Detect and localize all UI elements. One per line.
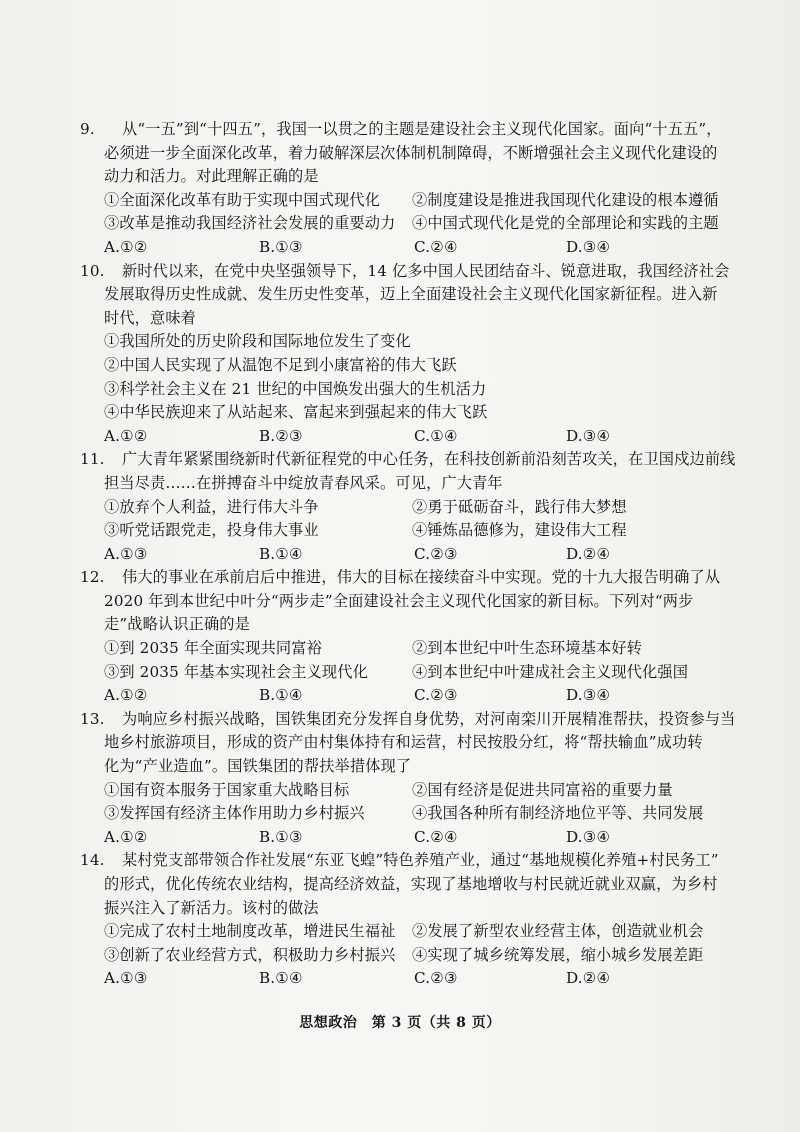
answer-choice-d: D.③④ — [566, 827, 611, 846]
statement-option: ③科学社会主义在 21 世纪的中国焕发出强大的生机活力 — [104, 379, 487, 398]
option-row — [104, 189, 744, 213]
answer-choice-d: D.②④ — [566, 544, 611, 563]
statement-option: ③到 2035 年基本实现社会主义现代化 — [104, 662, 368, 681]
question-stem-line: 振兴注入了新活力。该村的做法 — [104, 898, 319, 917]
option-row — [104, 496, 744, 520]
question-stem-line: 伟大的事业在承前启后中推进，伟大的目标在接续奋斗中实现。党的十九大报告明确了从 — [122, 568, 721, 587]
answer-choice-a: A.①③ — [104, 544, 148, 563]
choice-row — [104, 425, 744, 449]
answer-choice-b: B.①③ — [259, 237, 303, 256]
question-stem-line: 化为“产业造血”。国铁集团的帮扶举措体现了 — [104, 757, 412, 776]
question-10 — [80, 260, 744, 449]
answer-choice-b: B.①④ — [259, 969, 303, 988]
choice-row — [104, 543, 744, 567]
answer-choice-d: D.③④ — [566, 426, 611, 445]
answer-choice-d: D.③④ — [566, 686, 611, 705]
statement-option: ②到本世纪中叶生态环境基本好转 — [412, 639, 643, 658]
question-stem-line: 动力和活力。对此理解正确的是 — [104, 167, 319, 186]
answer-choice-c: C.①④ — [414, 426, 458, 445]
question-list — [80, 118, 744, 991]
answer-choice-a: A.①② — [104, 827, 148, 846]
answer-choice-b: B.①④ — [259, 686, 303, 705]
statement-option: ①到 2035 年全面实现共同富裕 — [104, 639, 322, 658]
statement-option: ①完成了农村土地制度改革，增进民生福祉 — [104, 922, 396, 941]
question-14 — [80, 849, 744, 991]
question-stem-line: 从“一五”到“十四五”，我国一以贯之的主题是建设社会主义现代化国家。面向“十五五”， — [122, 120, 722, 138]
question-stem-line: 发展取得历史性成就、发生历史性变革，迈上全面建设社会主义现代化国家新征程。进入新 — [104, 285, 718, 304]
statement-option: ①我国所处的历史阶段和国际地位发生了变化 — [104, 332, 411, 351]
answer-choice-c: C.②③ — [414, 544, 458, 563]
answer-choice-c: C.②③ — [414, 969, 458, 988]
answer-choice-b: B.①③ — [259, 827, 303, 846]
question-number: 9. — [80, 120, 95, 138]
answer-choice-d: D.③④ — [566, 237, 611, 256]
statement-option: ③改革是推动我国经济社会发展的重要动力 — [104, 214, 396, 233]
choice-row — [104, 684, 744, 708]
option-row — [104, 920, 744, 944]
answer-choice-a: A.①② — [104, 426, 148, 445]
question-stem-line: 地乡村旅游项目，形成的资产由村集体持有和运营，村民按股分红，将“帮扶输血”成功转 — [104, 733, 703, 752]
answer-choice-c: C.②④ — [414, 827, 458, 846]
answer-choice-c: C.②④ — [414, 237, 458, 256]
statement-option: ②国有经济是促进共同富裕的重要力量 — [412, 780, 673, 799]
question-number: 12. — [80, 568, 105, 587]
question-stem-line: 为响应乡村振兴战略，国铁集团充分发挥自身优势，对河南栾川开展精准帮扶，投资参与当 — [122, 709, 736, 728]
statement-option: ④中华民族迎来了从站起来、富起来到强起来的伟大飞跃 — [104, 403, 488, 422]
question-stem-line: 必须进一步全面深化改革，着力破解深层次体制机制障碍，不断增强社会主义现代化建设的 — [104, 143, 718, 162]
answer-choice-a: A.①② — [104, 237, 148, 256]
option-row — [104, 779, 744, 803]
statement-option: ②发展了新型农业经营主体，创造就业机会 — [412, 922, 704, 941]
option-row — [104, 212, 744, 236]
statement-option: ④我国各种所有制经济地位平等、共同发展 — [412, 804, 704, 823]
answer-choice-b: B.①④ — [259, 544, 303, 563]
statement-option: ②中国人民实现了从温饱不足到小康富裕的伟大飞跃 — [104, 355, 457, 374]
question-number: 10. — [80, 261, 105, 280]
statement-option: ④到本世纪中叶建成社会主义现代化强国 — [412, 662, 689, 681]
choice-row — [104, 826, 744, 850]
question-stem-line: 广大青年紧紧围绕新时代新征程党的中心任务，在科技创新前沿刻苦攻关，在卫国戍边前线 — [122, 450, 736, 469]
question-number: 14. — [80, 851, 105, 870]
answer-choice-c: C.②③ — [414, 686, 458, 705]
question-number: 13. — [80, 709, 105, 728]
choice-row — [104, 967, 744, 991]
choice-row — [104, 236, 744, 260]
statement-option: ①放弃个人利益，进行伟大斗争 — [104, 497, 319, 516]
answer-choice-b: B.②③ — [259, 426, 303, 445]
option-row — [104, 802, 744, 826]
question-stem-line: 担当尽责……在拼搏奋斗中绽放青春风采。可见，广大青年 — [104, 473, 503, 492]
page-footer: 思想政治 第 3 页（共 8 页） — [299, 1015, 501, 1031]
answer-choice-d: D.②④ — [566, 969, 611, 988]
statement-option: ①国有资本服务于国家重大战略目标 — [104, 780, 350, 799]
option-row — [104, 637, 744, 661]
statement-option: ④中国式现代化是党的全部理论和实践的主题 — [412, 214, 719, 233]
statement-option: ④实现了城乡统筹发展，缩小城乡发展差距 — [412, 945, 704, 964]
question-number: 11. — [80, 450, 105, 469]
statement-option: ②制度建设是推进我国现代化建设的根本遵循 — [412, 190, 719, 209]
statement-option: ③听党话跟党走，投身伟大事业 — [104, 521, 319, 540]
question-stem-line: 2020 年到本世纪中叶分“两步走”全面建设社会主义现代化国家的新目标。下列对“两步 — [104, 591, 694, 610]
question-12 — [80, 566, 744, 708]
question-11 — [80, 448, 744, 566]
answer-choice-a: A.①③ — [104, 969, 148, 988]
question-stem-line: 的形式，优化传统农业结构，提高经济效益，实现了基地增收与村民就近就业双赢，为乡村 — [104, 875, 718, 893]
answer-choice-a: A.①② — [104, 686, 148, 705]
option-row — [104, 661, 744, 685]
question-stem-line: 时代，意味着 — [104, 308, 197, 327]
statement-option: ①全面深化改革有助于实现中国式现代化 — [104, 190, 381, 209]
question-stem-line: 新时代以来，在党中央坚强领导下，14 亿多中国人民团结奋斗、锐意进取，我国经济社会 — [122, 261, 730, 280]
question-stem-line: 某村党支部带领合作社发展“东亚飞蝗”特色养殖产业，通过“基地规模化养殖+村民务工” — [122, 851, 719, 870]
statement-option: ④锤炼品德修为，建设伟大工程 — [412, 521, 627, 540]
question-stem-line: 走”战略认识正确的是 — [104, 615, 250, 634]
statement-option: ③创新了农业经营方式，积极助力乡村振兴 — [104, 945, 396, 964]
option-row — [104, 944, 744, 968]
statement-option: ③发挥国有经济主体作用助力乡村振兴 — [104, 804, 365, 823]
statement-option: ②勇于砥砺奋斗，践行伟大梦想 — [412, 497, 627, 516]
question-9 — [80, 118, 744, 260]
option-row — [104, 519, 744, 543]
question-13 — [80, 708, 744, 850]
